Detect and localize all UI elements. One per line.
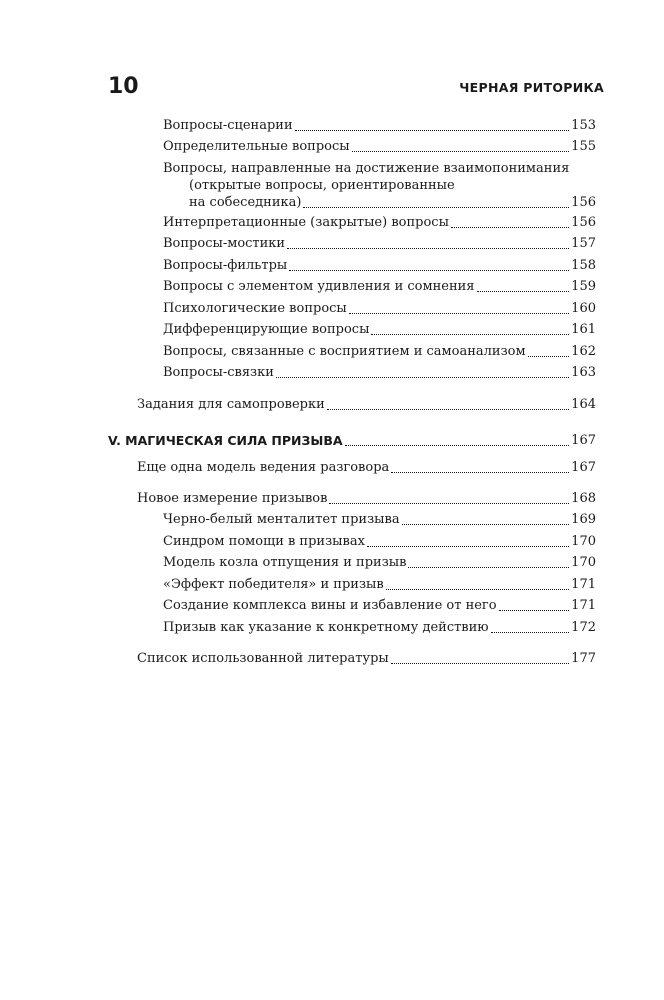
toc-entry-title: Синдром помощи в призывах	[163, 534, 365, 549]
toc-entry-self-check[interactable]	[137, 397, 596, 413]
toc-leader-dots	[349, 312, 569, 314]
toc-entry-title: Новое измерение призывов	[137, 491, 328, 506]
toc-entry-guilt[interactable]	[163, 598, 596, 614]
toc-entry-page: 159	[571, 279, 596, 294]
toc-leader-dots	[391, 471, 569, 473]
toc-leader-dots	[451, 226, 569, 228]
toc-leader-dots	[528, 355, 570, 357]
toc-entry-title-line2: (открытые вопросы, ориентированные	[189, 178, 455, 193]
toc-entry-page: 164	[571, 397, 596, 412]
toc-entry-title-line3: на собеседника)	[189, 195, 302, 210]
toc-leader-dots	[477, 290, 570, 292]
toc-entry-q-perception[interactable]	[163, 344, 596, 360]
toc-entry-title: Вопросы-мостики	[163, 236, 286, 251]
toc-entry-bw-mentality[interactable]	[163, 512, 596, 528]
toc-leader-dots	[491, 631, 570, 633]
toc-leader-dots	[352, 150, 570, 152]
toc-entry-page: 169	[571, 512, 596, 527]
toc-entry-action-call[interactable]	[163, 620, 596, 636]
toc-chapter-title: V. МАГИЧЕСКАЯ СИЛА ПРИЗЫВА	[108, 433, 343, 448]
toc-entry-title: Вопросы-фильтры	[163, 258, 288, 273]
toc-leader-dots	[276, 376, 569, 378]
toc-chapter-5[interactable]	[108, 433, 596, 449]
toc-leader-dots	[386, 588, 569, 590]
toc-entry-scapegoat[interactable]	[163, 555, 596, 571]
toc-entry-title: Дифференцирующие вопросы	[163, 322, 370, 337]
toc-entry-title: Модель козла отпущения и призыв	[163, 555, 407, 570]
toc-entry-title: Создание комплекса вины и избавление от него	[163, 598, 497, 613]
toc-leader-dots	[499, 609, 570, 611]
toc-leader-dots	[402, 523, 570, 525]
toc-entry-q-filters[interactable]	[163, 258, 596, 274]
toc-entry-page: 168	[571, 491, 596, 506]
toc-entry-q-diff[interactable]	[163, 322, 596, 338]
toc-entry-title: Список использованной литературы	[137, 651, 389, 666]
toc-entry-page: 162	[571, 344, 596, 359]
toc-entry-title: Вопросы с элементом удивления и сомнения	[163, 279, 475, 294]
toc-entry-page: 156	[571, 195, 596, 210]
toc-entry-page: 171	[571, 598, 596, 613]
toc-entry-page: 172	[571, 620, 596, 635]
toc-entry-title: Черно-белый менталитет призыва	[163, 512, 400, 527]
page-number: 10	[108, 74, 139, 99]
toc-entry-title-line1: Вопросы, направленные на достижение взаимопонимания	[163, 161, 570, 176]
toc-entry-q-scenarios[interactable]	[163, 118, 596, 134]
toc-entry-page: 163	[571, 365, 596, 380]
toc-entry-winner-effect[interactable]	[163, 577, 596, 593]
toc-leader-dots	[329, 502, 569, 504]
toc-entry-page: 153	[571, 118, 596, 133]
toc-entry-q-bridges[interactable]	[163, 236, 596, 252]
toc-entry-title: Задания для самопроверки	[137, 397, 325, 412]
toc-leader-dots	[295, 129, 570, 131]
toc-entry-page: 160	[571, 301, 596, 316]
toc-entry-title: Вопросы, связанные с восприятием и самоанализом	[163, 344, 526, 359]
toc-entry-q-psych[interactable]	[163, 301, 596, 317]
toc-entry-q-defining[interactable]	[163, 139, 596, 155]
toc-leader-dots	[345, 444, 570, 446]
toc-entry-page: 170	[571, 555, 596, 570]
toc-entry-q-surprise[interactable]	[163, 279, 596, 295]
toc-entry-title: Еще одна модель ведения разговора	[137, 460, 390, 475]
toc-entry-title: Призыв как указание к конкретному действию	[163, 620, 489, 635]
toc-entry-page: 171	[571, 577, 596, 592]
toc-entry-references[interactable]	[137, 651, 596, 667]
toc-entry-page: 158	[571, 258, 596, 273]
running-title: ЧЕРНАЯ РИТОРИКА	[459, 80, 604, 95]
toc-entry-title: Вопросы-связки	[163, 365, 274, 380]
toc-entry-title: Вопросы-сценарии	[163, 118, 293, 133]
toc-leader-dots	[408, 566, 569, 568]
toc-entry-q-understanding[interactable]	[163, 160, 596, 211]
toc-entry-title: Определительные вопросы	[163, 139, 350, 154]
toc-entry-help-syndrome[interactable]	[163, 534, 596, 550]
toc-entry-title: Интерпретационные (закрытые) вопросы	[163, 215, 449, 230]
toc-entry-page: 157	[571, 236, 596, 251]
toc-entry-page: 156	[571, 215, 596, 230]
toc-leader-dots	[287, 247, 569, 249]
toc-leader-dots	[367, 545, 569, 547]
toc-entry-page: 167	[571, 433, 596, 448]
toc-entry-title: Психологические вопросы	[163, 301, 347, 316]
toc-entry-page: 177	[571, 651, 596, 666]
toc-entry-page: 161	[571, 322, 596, 337]
toc-entry-q-links[interactable]	[163, 365, 596, 381]
toc-entry-page: 167	[571, 460, 596, 475]
toc-entry-page: 155	[571, 139, 596, 154]
toc-leader-dots	[327, 408, 569, 410]
toc-entry-title: «Эффект победителя» и призыв	[163, 577, 384, 592]
toc-leader-dots	[391, 662, 569, 664]
toc-entry-q-interpret[interactable]	[163, 215, 596, 231]
toc-leader-dots	[371, 333, 569, 335]
toc-leader-dots	[303, 206, 569, 208]
toc-entry-model[interactable]	[137, 460, 596, 476]
toc-entry-page: 170	[571, 534, 596, 549]
toc-entry-new-dimension[interactable]	[137, 491, 596, 507]
toc-leader-dots	[289, 269, 569, 271]
